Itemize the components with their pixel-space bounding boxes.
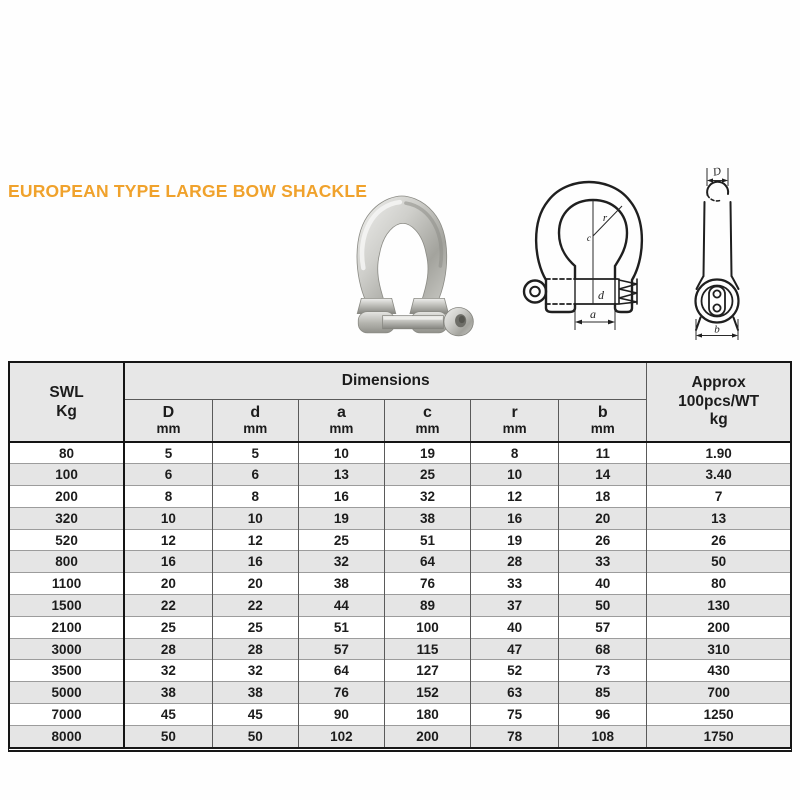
- cell-a: 64: [298, 660, 384, 682]
- cell-b: 14: [559, 464, 647, 486]
- cell-swl: 8000: [10, 725, 124, 747]
- cell-a: 90: [298, 704, 384, 726]
- cell-wt: 200: [647, 616, 790, 638]
- front-label-r: r: [602, 212, 608, 224]
- cell-wt: 13: [647, 507, 790, 529]
- table-row: [10, 551, 790, 573]
- cell-D: 25: [124, 616, 212, 638]
- cell-b: 68: [559, 638, 647, 660]
- cell-wt: 700: [647, 682, 790, 704]
- col-header-c: [384, 399, 470, 442]
- cell-b: 40: [559, 573, 647, 595]
- cell-a: 10: [298, 442, 384, 464]
- cell-wt: 430: [647, 660, 790, 682]
- cell-c: 76: [384, 573, 470, 595]
- front-view-diagram: [521, 180, 647, 334]
- table-row: [10, 595, 790, 617]
- front-view-drawing: [521, 180, 647, 334]
- side-view-drawing: [690, 161, 744, 343]
- cell-swl: 1500: [10, 595, 124, 617]
- spec-table-body: [10, 442, 790, 747]
- table-row: [10, 573, 790, 595]
- cell-c: 100: [384, 616, 470, 638]
- cell-r: 75: [471, 704, 559, 726]
- col-symbol: a: [336, 404, 346, 422]
- side-pin-head: [709, 287, 725, 316]
- cell-D: 45: [124, 704, 212, 726]
- cell-r: 33: [471, 573, 559, 595]
- cell-b: 26: [559, 529, 647, 551]
- cell-b: 73: [559, 660, 647, 682]
- page-title: EUROPEAN TYPE LARGE BOW SHACKLE: [8, 181, 368, 201]
- cell-swl: 3500: [10, 660, 124, 682]
- cell-swl: 800: [10, 551, 124, 573]
- cell-d: 45: [212, 704, 298, 726]
- cell-D: 28: [124, 638, 212, 660]
- cell-d: 38: [212, 682, 298, 704]
- cell-r: 8: [471, 442, 559, 464]
- cell-a: 44: [298, 595, 384, 617]
- cell-D: 50: [124, 725, 212, 747]
- cell-swl: 100: [10, 464, 124, 486]
- cell-D: 22: [124, 595, 212, 617]
- col-unit: mm: [502, 420, 527, 436]
- cell-d: 25: [212, 616, 298, 638]
- table-row: [10, 704, 790, 726]
- cell-wt: 3.40: [647, 464, 790, 486]
- table-row: [10, 660, 790, 682]
- cell-b: 85: [559, 682, 647, 704]
- cell-b: 33: [559, 551, 647, 573]
- cell-c: 180: [384, 704, 470, 726]
- cell-d: 32: [212, 660, 298, 682]
- col-group-dimensions: Dimensions: [124, 363, 647, 399]
- col-symbol: b: [597, 404, 608, 422]
- cell-wt: 1750: [647, 725, 790, 747]
- cell-c: 200: [384, 725, 470, 747]
- side-label-D: D: [711, 165, 723, 179]
- cell-D: 20: [124, 573, 212, 595]
- col-symbol: r: [511, 404, 518, 422]
- cell-d: 12: [212, 529, 298, 551]
- spec-table: [10, 363, 790, 747]
- table-row: [10, 616, 790, 638]
- cell-swl: 80: [10, 442, 124, 464]
- cell-b: 50: [559, 595, 647, 617]
- cell-wt: 130: [647, 595, 790, 617]
- table-row: [10, 442, 790, 464]
- cell-c: 64: [384, 551, 470, 573]
- shackle-photo-image: [352, 195, 474, 343]
- cell-swl: 320: [10, 507, 124, 529]
- cell-wt: 7: [647, 486, 790, 508]
- cell-d: 16: [212, 551, 298, 573]
- cell-d: 20: [212, 573, 298, 595]
- approx-line3: kg: [709, 411, 728, 429]
- cell-D: 8: [124, 486, 212, 508]
- side-view-diagram: [690, 161, 744, 343]
- cell-b: 18: [559, 486, 647, 508]
- shackle-bow-shape: [357, 196, 447, 302]
- cell-c: 25: [384, 464, 470, 486]
- swl-unit: Kg: [56, 403, 77, 420]
- table-row: [10, 682, 790, 704]
- cell-d: 6: [212, 464, 298, 486]
- cell-r: 47: [471, 638, 559, 660]
- cell-wt: 1.90: [647, 442, 790, 464]
- table-row: [10, 507, 790, 529]
- cell-d: 8: [212, 486, 298, 508]
- cell-D: 38: [124, 682, 212, 704]
- col-unit: mm: [415, 420, 440, 436]
- cell-d: 50: [212, 725, 298, 747]
- col-unit: mm: [590, 420, 615, 436]
- cell-c: 19: [384, 442, 470, 464]
- cell-c: 89: [384, 595, 470, 617]
- approx-line1: Approx: [691, 373, 746, 391]
- cell-D: 16: [124, 551, 212, 573]
- cell-D: 12: [124, 529, 212, 551]
- cell-d: 22: [212, 595, 298, 617]
- cell-b: 20: [559, 507, 647, 529]
- cell-swl: 520: [10, 529, 124, 551]
- cell-swl: 7000: [10, 704, 124, 726]
- col-unit: mm: [156, 420, 181, 436]
- front-label-a: a: [590, 307, 596, 321]
- cell-c: 152: [384, 682, 470, 704]
- cell-wt: 1250: [647, 704, 790, 726]
- cell-c: 38: [384, 507, 470, 529]
- cell-swl: 5000: [10, 682, 124, 704]
- cell-r: 78: [471, 725, 559, 747]
- cell-a: 16: [298, 486, 384, 508]
- cell-a: 51: [298, 616, 384, 638]
- cell-r: 19: [471, 529, 559, 551]
- cell-c: 127: [384, 660, 470, 682]
- cell-b: 57: [559, 616, 647, 638]
- cell-wt: 50: [647, 551, 790, 573]
- cell-r: 37: [471, 595, 559, 617]
- cell-r: 28: [471, 551, 559, 573]
- col-header-r: [471, 399, 559, 442]
- col-unit: mm: [243, 420, 268, 436]
- cell-a: 38: [298, 573, 384, 595]
- col-symbol: c: [423, 404, 432, 422]
- cell-r: 12: [471, 486, 559, 508]
- cell-D: 5: [124, 442, 212, 464]
- cell-a: 13: [298, 464, 384, 486]
- cell-a: 57: [298, 638, 384, 660]
- table-row: [10, 464, 790, 486]
- table-row: [10, 529, 790, 551]
- front-label-c: c: [586, 234, 592, 244]
- cell-swl: 3000: [10, 638, 124, 660]
- cell-b: 96: [559, 704, 647, 726]
- col-header-a: [298, 399, 384, 442]
- col-unit: mm: [329, 420, 354, 436]
- col-header-swl: [10, 363, 124, 442]
- cell-a: 76: [298, 682, 384, 704]
- cell-c: 115: [384, 638, 470, 660]
- cell-r: 40: [471, 616, 559, 638]
- col-header-d: [212, 399, 298, 442]
- cell-d: 28: [212, 638, 298, 660]
- cell-wt: 26: [647, 529, 790, 551]
- table-row: [10, 486, 790, 508]
- table-row: [10, 638, 790, 660]
- col-symbol: d: [250, 404, 261, 422]
- cell-r: 10: [471, 464, 559, 486]
- cell-c: 51: [384, 529, 470, 551]
- shackle-photo: [352, 195, 474, 343]
- cell-a: 32: [298, 551, 384, 573]
- cell-r: 63: [471, 682, 559, 704]
- spec-table-header: [10, 363, 790, 442]
- approx-line2: 100pcs/WT: [678, 392, 760, 410]
- cell-a: 102: [298, 725, 384, 747]
- side-label-b: b: [714, 323, 720, 336]
- cell-a: 25: [298, 529, 384, 551]
- cell-d: 10: [212, 507, 298, 529]
- col-header-b: [559, 399, 647, 442]
- cell-d: 5: [212, 442, 298, 464]
- cell-swl: 2100: [10, 616, 124, 638]
- col-header-D: [124, 399, 212, 442]
- cell-a: 19: [298, 507, 384, 529]
- spec-table-wrap: [8, 361, 792, 752]
- cell-c: 32: [384, 486, 470, 508]
- cell-wt: 80: [647, 573, 790, 595]
- cell-swl: 1100: [10, 573, 124, 595]
- swl-label: SWL: [49, 383, 84, 401]
- cell-b: 11: [559, 442, 647, 464]
- cell-r: 16: [471, 507, 559, 529]
- cell-b: 108: [559, 725, 647, 747]
- table-row: [10, 725, 790, 747]
- cell-D: 10: [124, 507, 212, 529]
- col-header-approx: [647, 363, 790, 442]
- cell-swl: 200: [10, 486, 124, 508]
- col-symbol: D: [162, 404, 175, 422]
- cell-D: 32: [124, 660, 212, 682]
- cell-r: 52: [471, 660, 559, 682]
- cell-D: 6: [124, 464, 212, 486]
- cell-wt: 310: [647, 638, 790, 660]
- front-label-d: d: [598, 288, 604, 302]
